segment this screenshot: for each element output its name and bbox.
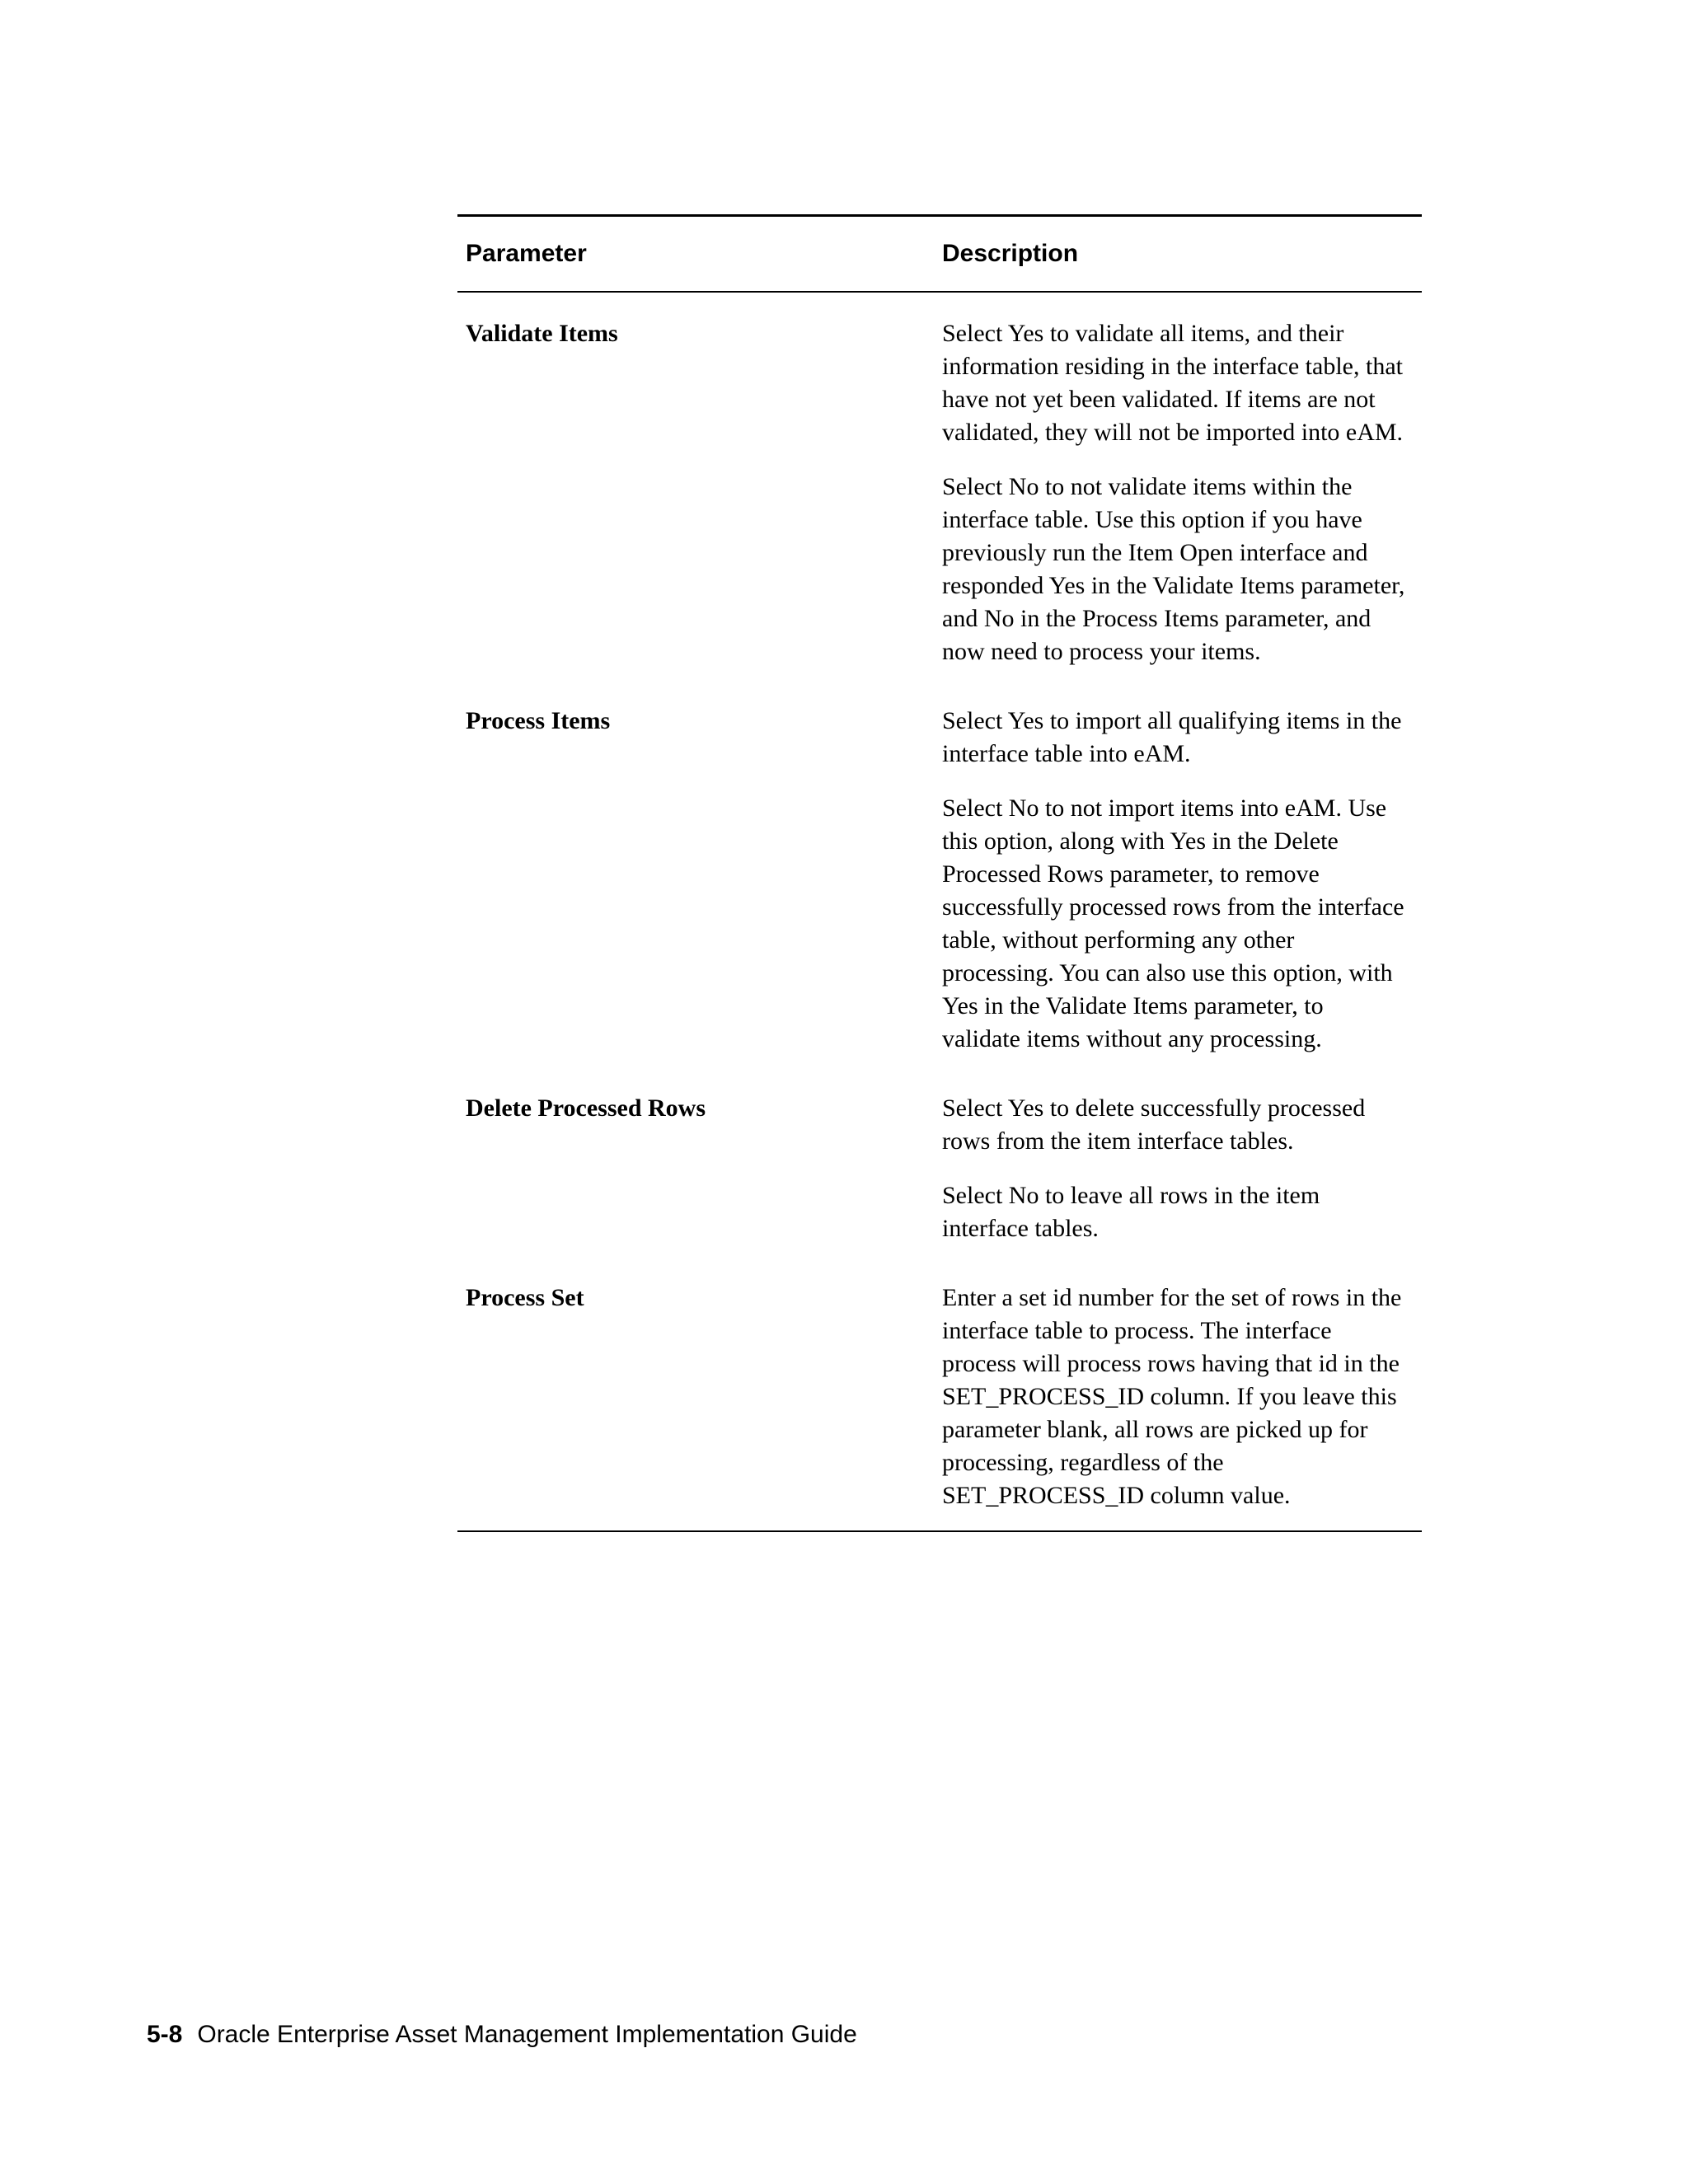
description-paragraph: Select Yes to delete successfully processed rows from the item interface tables.: [942, 1094, 1366, 1155]
parameter-description: [940, 1282, 1422, 1512]
table-bottom-rule: [457, 1530, 1422, 1532]
description-paragraph: Select Yes to validate all items, and their information residing in the interface table, that have not yet been validated. If items are not validated, they will not be imported into eAM.: [942, 320, 1404, 446]
parameter-name: Validate Items: [466, 320, 618, 347]
description-paragraph: Enter a set id number for the set of rows in the interface table to process. The interface process will process rows having that id in the SET_PROCESS_ID column. If you leave this parameter blank, all rows are picked up for processing, regardless of the SET_PROCESS_ID column value.: [942, 1284, 1402, 1509]
parameter-table: [457, 214, 1422, 1532]
parameter-description: [940, 317, 1422, 668]
table-row: [457, 1263, 1422, 1530]
page-footer: [147, 2021, 857, 2049]
table-row: [457, 687, 1422, 1074]
table-row: [457, 1074, 1422, 1263]
parameter-name: Process Set: [466, 1284, 584, 1311]
description-paragraph: Select No to not import items into eAM. Use this option, along with Yes in the Delete Processed Rows parameter, to remove successfully processed rows from the interface table, without performing any other processing. You can also use this option, with Yes in the Validate Items parameter, to validate items without any processing.: [942, 794, 1404, 1052]
parameter-name: Process Items: [466, 707, 611, 734]
table-body: [457, 293, 1422, 1530]
parameter-description: [940, 705, 1422, 1056]
header-parameter: Parameter: [466, 240, 587, 267]
description-paragraph: Select No to not validate items within the interface table. Use this option if you have previously run the Item Open interface and responded Yes in the Validate Items parameter, and No in the Process Items parameter, and now need to process your items.: [942, 473, 1405, 665]
table-row: [457, 293, 1422, 687]
description-paragraph: Select Yes to import all qualifying items in the interface table into eAM.: [942, 707, 1402, 767]
table-header: [457, 217, 1422, 291]
header-description: Description: [942, 240, 1079, 267]
parameter-name: Delete Processed Rows: [466, 1094, 706, 1122]
book-title: Oracle Enterprise Asset Management Implementation Guide: [197, 2021, 857, 2048]
page-number: 5-8: [147, 2021, 183, 2048]
parameter-description: [940, 1092, 1422, 1245]
description-paragraph: Select No to leave all rows in the item interface tables.: [942, 1182, 1320, 1242]
